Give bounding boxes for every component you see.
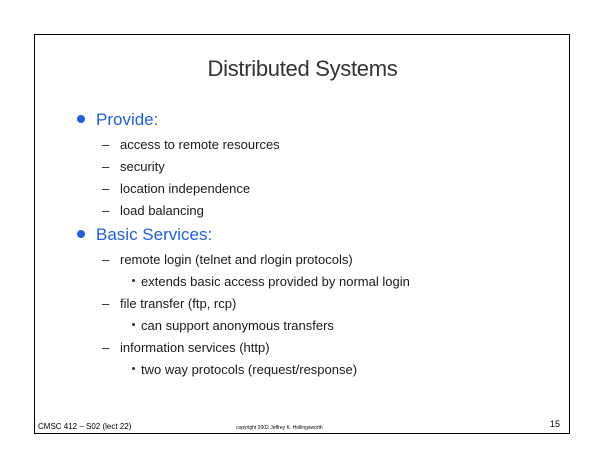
dash-marker: – (102, 203, 110, 218)
section-heading-text: Basic Services: (96, 225, 213, 244)
list-item (102, 181, 250, 196)
list-item (102, 340, 270, 355)
bullet-dot-icon (77, 230, 85, 238)
section-heading-provide (77, 110, 158, 130)
sub-list-item (132, 274, 410, 289)
list-item-text: file transfer (ftp, rcp) (120, 296, 237, 311)
sub-bullet-icon (132, 367, 135, 370)
list-item-text: location independence (120, 181, 251, 196)
sub-bullet-icon (132, 323, 135, 326)
sub-bullet-icon (132, 279, 135, 282)
list-item-text: security (120, 159, 165, 174)
dash-marker: – (102, 340, 110, 355)
dash-marker: – (102, 159, 110, 174)
list-item (102, 203, 204, 218)
list-item-text: information services (http) (120, 340, 270, 355)
list-item-text: remote login (telnet and rlogin protocols) (120, 252, 353, 267)
section-heading-basic-services (77, 225, 212, 245)
sub-list-item-text: two way protocols (request/response) (141, 362, 358, 377)
dash-marker: – (102, 137, 110, 152)
list-item (102, 252, 353, 267)
slide-title: Distributed Systems (207, 56, 398, 81)
page-number: 15 (550, 419, 561, 429)
section-heading-text: Provide: (96, 110, 159, 129)
bullet-dot-icon (77, 115, 85, 123)
list-item (102, 159, 165, 174)
dash-marker: – (102, 296, 110, 311)
dash-marker: – (102, 252, 110, 267)
sub-list-item-text: extends basic access provided by normal login (141, 274, 410, 289)
list-item (102, 296, 236, 311)
footer-course: CMSC 412 – S02 (lect 22) (38, 422, 132, 431)
sub-list-item (132, 362, 357, 377)
sub-list-item (132, 318, 334, 333)
list-item (102, 137, 280, 152)
dash-marker: – (102, 181, 110, 196)
footer-copyright: copyright 2002 Jeffrey K. Hollingsworth (236, 425, 323, 431)
list-item-text: access to remote resources (120, 137, 280, 152)
sub-list-item-text: can support anonymous transfers (141, 318, 334, 333)
list-item-text: load balancing (120, 203, 204, 218)
